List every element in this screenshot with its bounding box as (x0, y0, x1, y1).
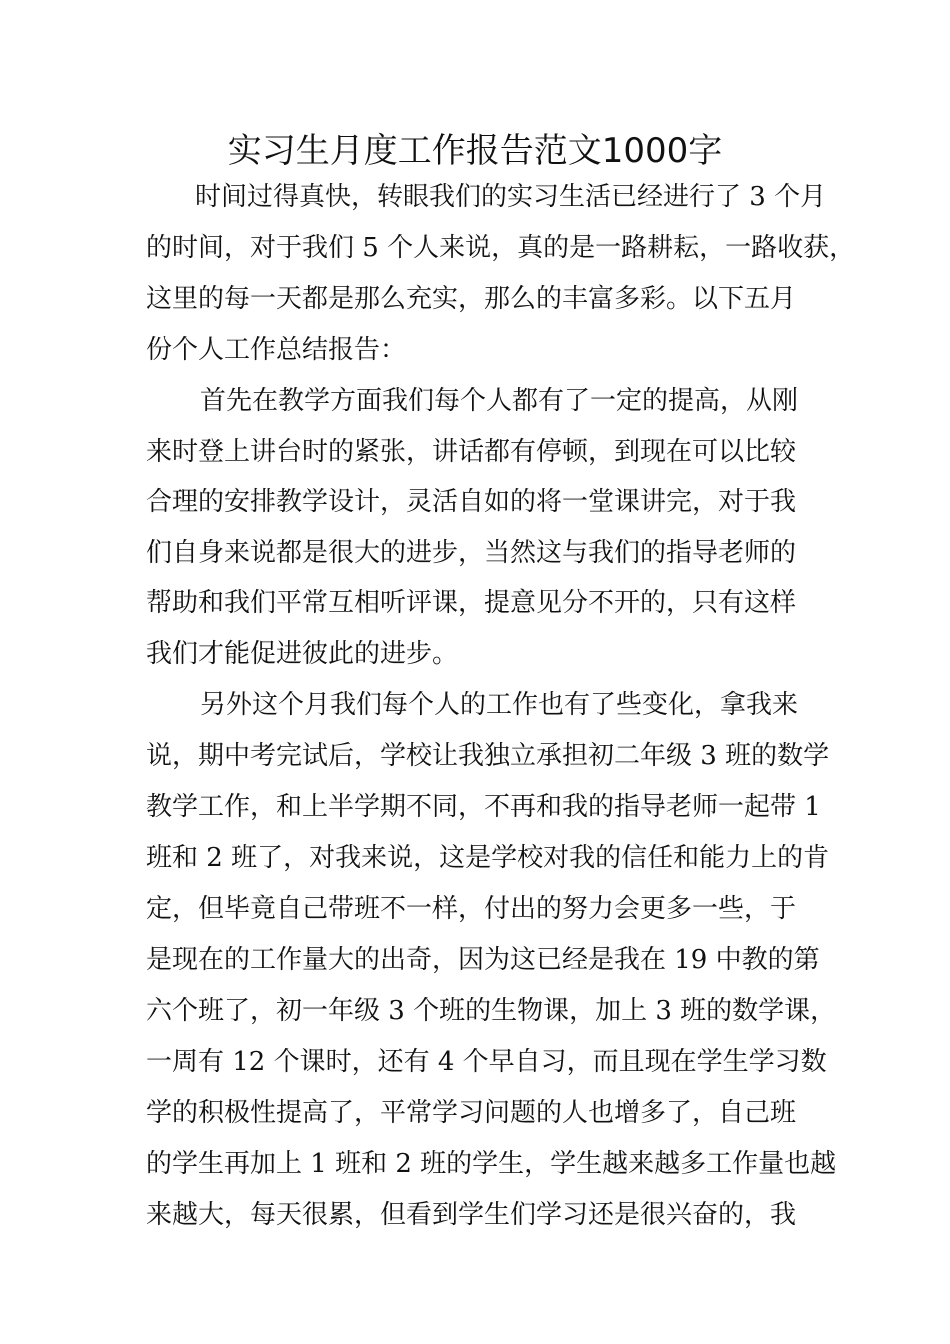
body-line: 来越大，每天很累，但看到学生们学习还是很兴奋的，我 (146, 1200, 797, 1230)
body-line: 这里的每一天都是那么充实，那么的丰富多彩。以下五月 (146, 284, 797, 314)
body-line: 们自身来说都是很大的进步，当然这与我们的指导老师的 (146, 538, 797, 568)
body-line: 班和 2 班了，对我来说，这是学校对我的信任和能力上的肯 (146, 843, 830, 873)
body-line: 另外这个月我们每个人的工作也有了些变化，拿我来 (200, 690, 799, 720)
body-line: 份个人工作总结报告： (146, 335, 407, 365)
body-line: 来时登上讲台时的紧张，讲话都有停顿，到现在可以比较 (146, 437, 797, 467)
body-line: 的学生再加上 1 班和 2 班的学生，学生越来越多工作量也越 (146, 1149, 837, 1179)
body-line: 定，但毕竟自己带班不一样，付出的努力会更多一些，于 (146, 894, 797, 924)
body-line: 时间过得真快，转眼我们的实习生活已经进行了 3 个月 (195, 182, 827, 212)
body-line: 教学工作，和上半学期不同，不再和我的指导老师一起带 1 (146, 792, 821, 822)
body-line: 是现在的工作量大的出奇，因为这已经是我在 19 中教的第 (146, 945, 820, 975)
body-line: 说，期中考完试后，学校让我独立承担初二年级 3 班的数学 (146, 741, 830, 771)
body-line: 帮助和我们平常互相听评课，提意见分不开的，只有这样 (146, 588, 797, 618)
body-line: 一周有 12 个课时，还有 4 个早自习，而且现在学生学习数 (146, 1047, 827, 1077)
document-title: 实习生月度工作报告范文1000字 (227, 131, 723, 171)
body-line: 首先在教学方面我们每个人都有了一定的提高，从刚 (200, 386, 799, 416)
body-line: 合理的安排教学设计，灵活自如的将一堂课讲完，对于我 (146, 487, 797, 517)
body-line: 的时间，对于我们 5 个人来说，真的是一路耕耘，一路收获， (146, 233, 856, 263)
body-line: 我们才能促进彼此的进步。 (146, 639, 459, 669)
body-line: 学的积极性提高了，平常学习问题的人也增多了，自己班 (146, 1098, 797, 1128)
body-line: 六个班了，初一年级 3 个班的生物课，加上 3 班的数学课， (146, 996, 837, 1026)
